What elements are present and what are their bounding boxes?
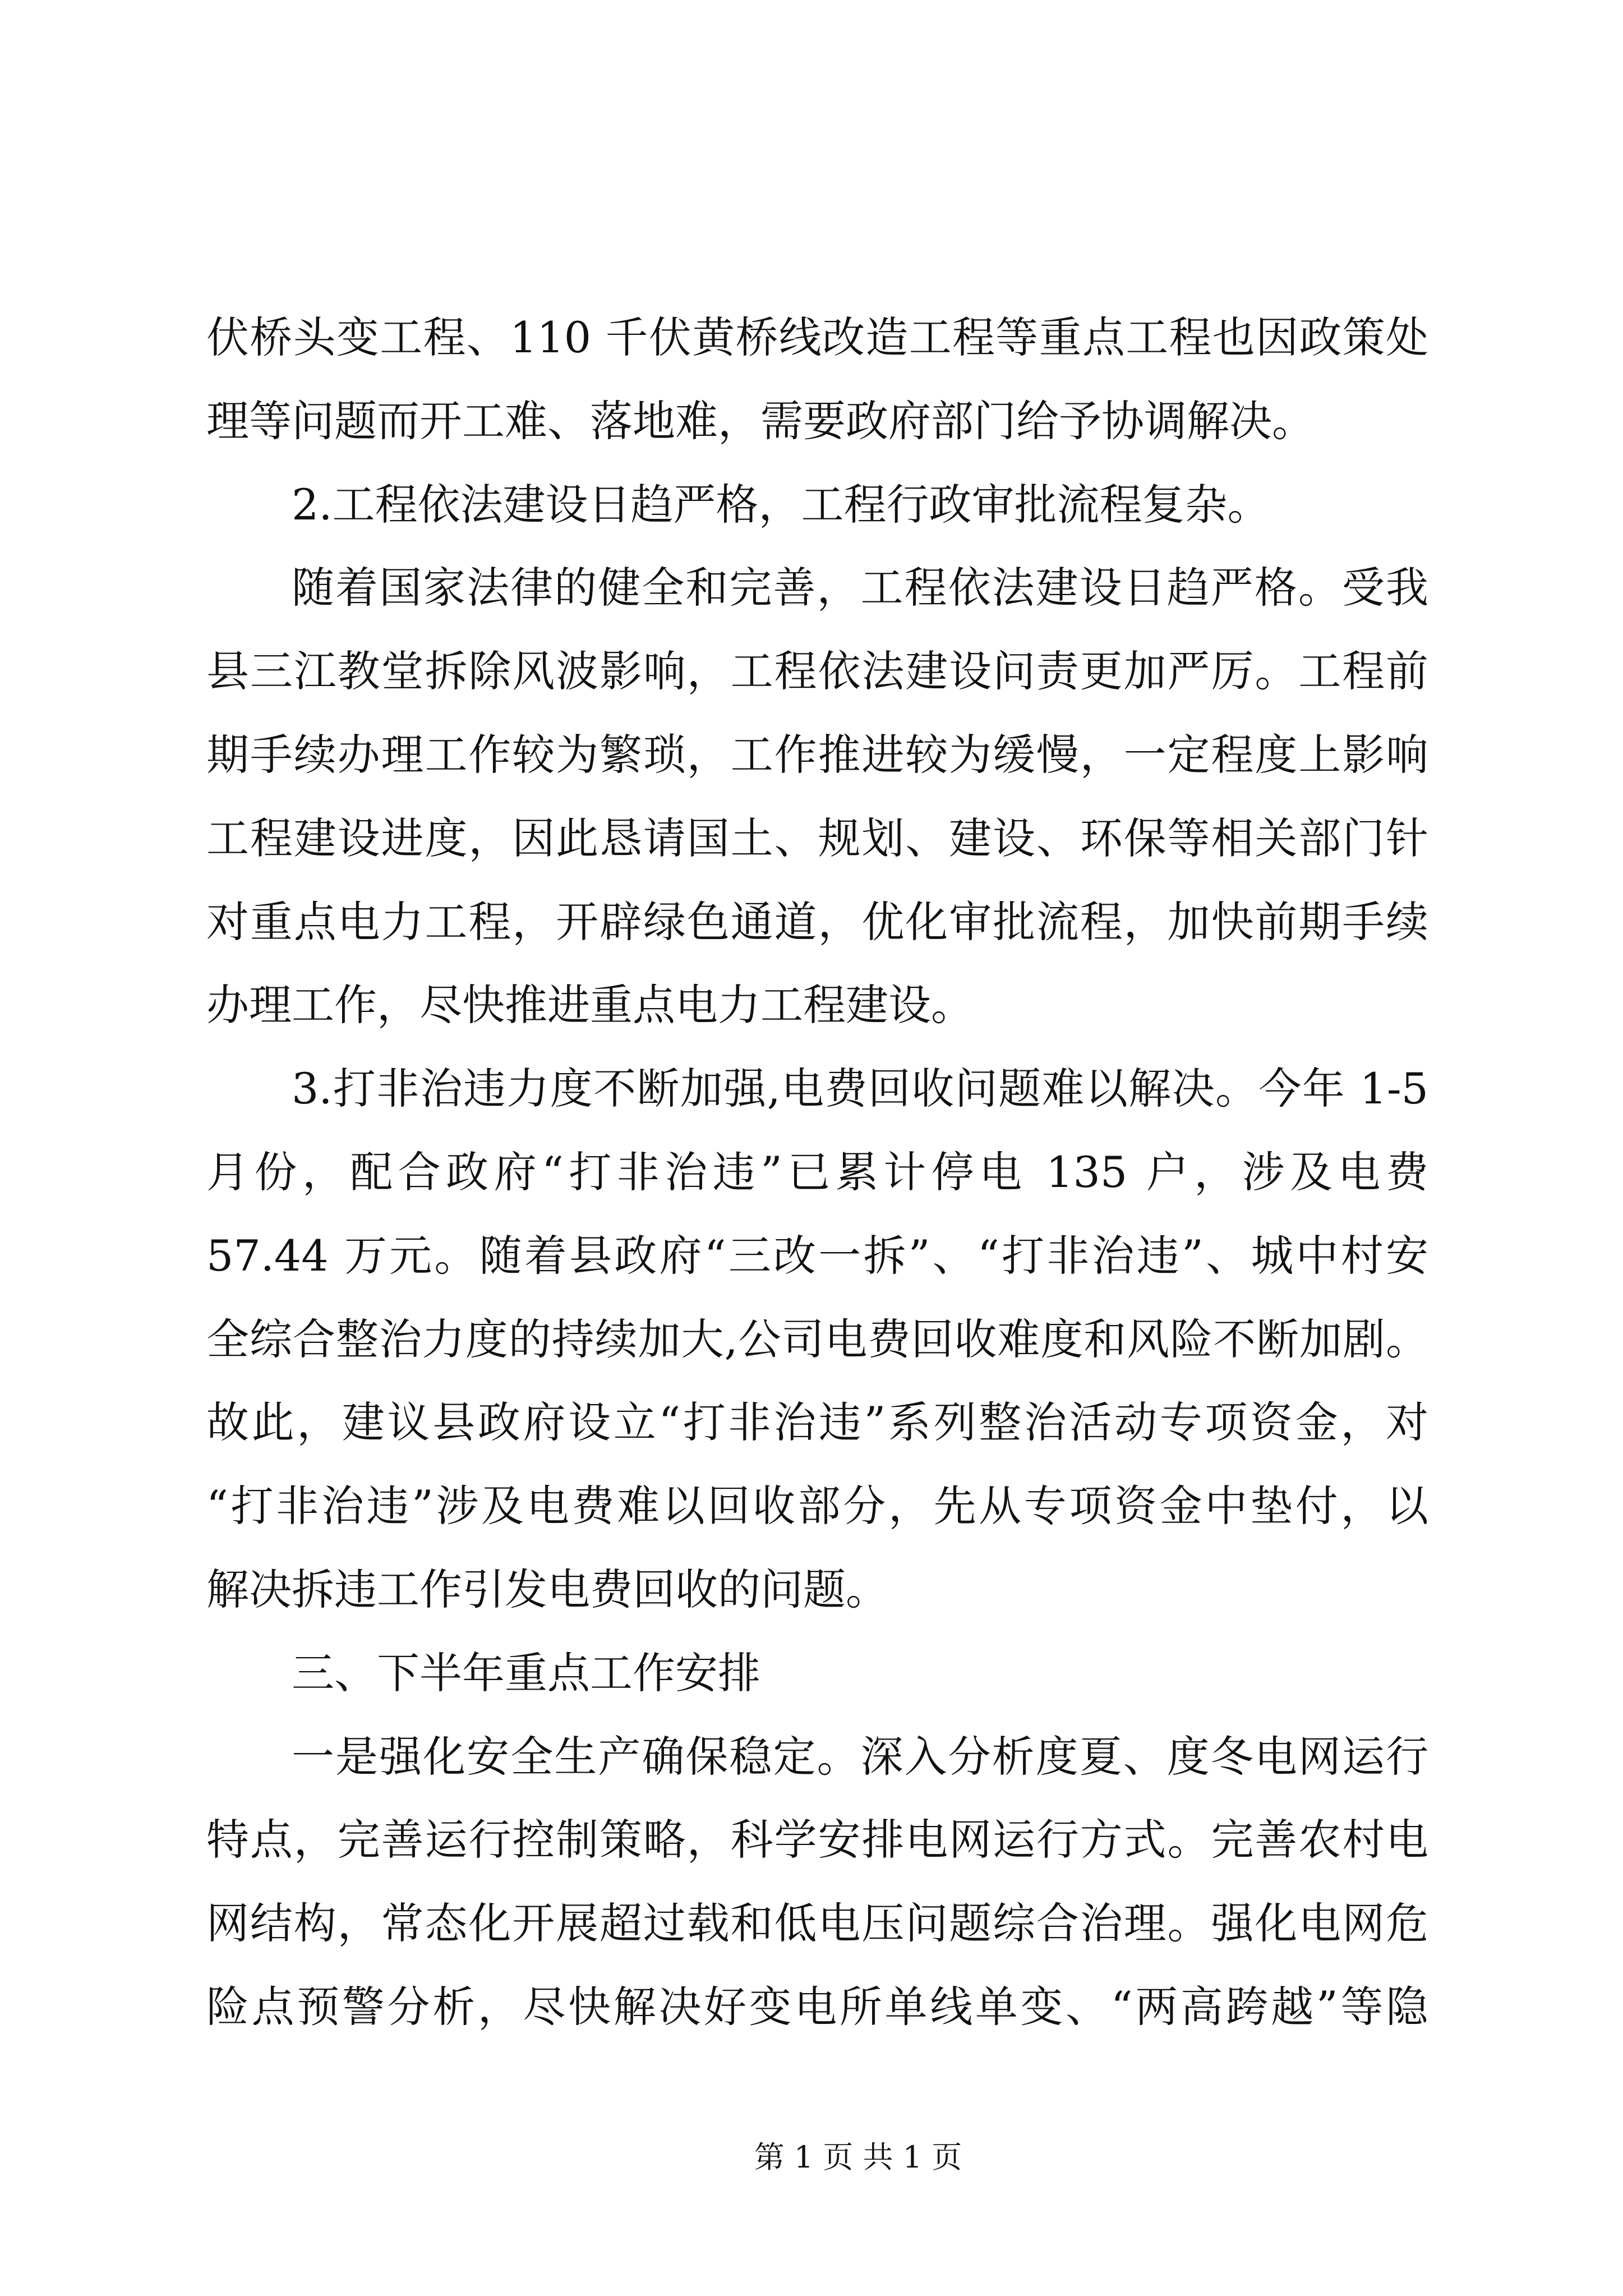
text-line: “打非治违”涉及电费难以回收部分，先从专项资金中垫付，以 bbox=[206, 1481, 1428, 1531]
text-line: 随着国家法律的健全和完善，工程依法建设日趋严格。受我 bbox=[292, 563, 1428, 613]
text-line: 工程建设进度，因此恳请国土、规划、建设、环保等相关部门针 bbox=[206, 813, 1428, 863]
text-line: 解决拆违工作引发电费回收的问题。 bbox=[206, 1564, 888, 1614]
text-line: 2.工程依法建设日趋严格，工程行政审批流程复杂。 bbox=[292, 479, 1270, 530]
text-line: 县三江教堂拆除风波影响，工程依法建设问责更加严厉。工程前 bbox=[206, 646, 1428, 697]
text-line: 对重点电力工程，开辟绿色通道，优化审批流程，加快前期手续 bbox=[206, 896, 1428, 947]
text-line: 月份，配合政府“打非治违”已累计停电 135 户，涉及电费 bbox=[206, 1147, 1428, 1197]
paragraph-safety-production bbox=[206, 1715, 1428, 2049]
page-footer: 第 1 页 共 1 页 bbox=[754, 2139, 962, 2175]
document-body bbox=[206, 296, 1428, 2049]
paragraph-continued bbox=[206, 296, 1428, 463]
text-line: 办理工作，尽快推进重点电力工程建设。 bbox=[206, 980, 974, 1030]
text-line: 一是强化安全生产确保稳定。深入分析度夏、度冬电网运行 bbox=[292, 1731, 1428, 1782]
text-line: 特点，完善运行控制策略，科学安排电网运行方式。完善农村电 bbox=[206, 1815, 1428, 1865]
text-line: 故此，建议县政府设立“打非治违”系列整治活动专项资金，对 bbox=[206, 1397, 1428, 1448]
text-line: 伏桥头变工程、110 千伏黄桥线改造工程等重点工程也因政策处 bbox=[206, 312, 1428, 362]
text-line: 网结构，常态化开展超过载和低电压问题综合治理。强化电网危 bbox=[206, 1898, 1428, 1949]
text-line: 理等问题而开工难、落地难，需要政府部门给予协调解决。 bbox=[206, 395, 1315, 446]
item-3-paragraph bbox=[206, 1047, 1428, 1632]
section-heading bbox=[206, 1632, 1428, 1715]
text-line: 全综合整治力度的持续加大,公司电费回收难度和风险不断加剧。 bbox=[206, 1314, 1428, 1364]
text-line: 57.44 万元。随着县政府“三改一拆”、“打非治违”、城中村安 bbox=[206, 1230, 1428, 1281]
text-line: 3.打非治违力度不断加强,电费回收问题难以解决。今年 1-5 bbox=[292, 1064, 1428, 1114]
text-line: 期手续办理工作较为繁琐，工作推进较为缓慢，一定程度上影响 bbox=[206, 729, 1428, 780]
text-line: 三、下半年重点工作安排 bbox=[292, 1648, 760, 1698]
paragraph-legal-compliance bbox=[206, 546, 1428, 1047]
item-2-heading bbox=[206, 463, 1428, 547]
text-line: 险点预警分析，尽快解决好变电所单线单变、“两高跨越”等隐 bbox=[206, 1981, 1428, 2032]
